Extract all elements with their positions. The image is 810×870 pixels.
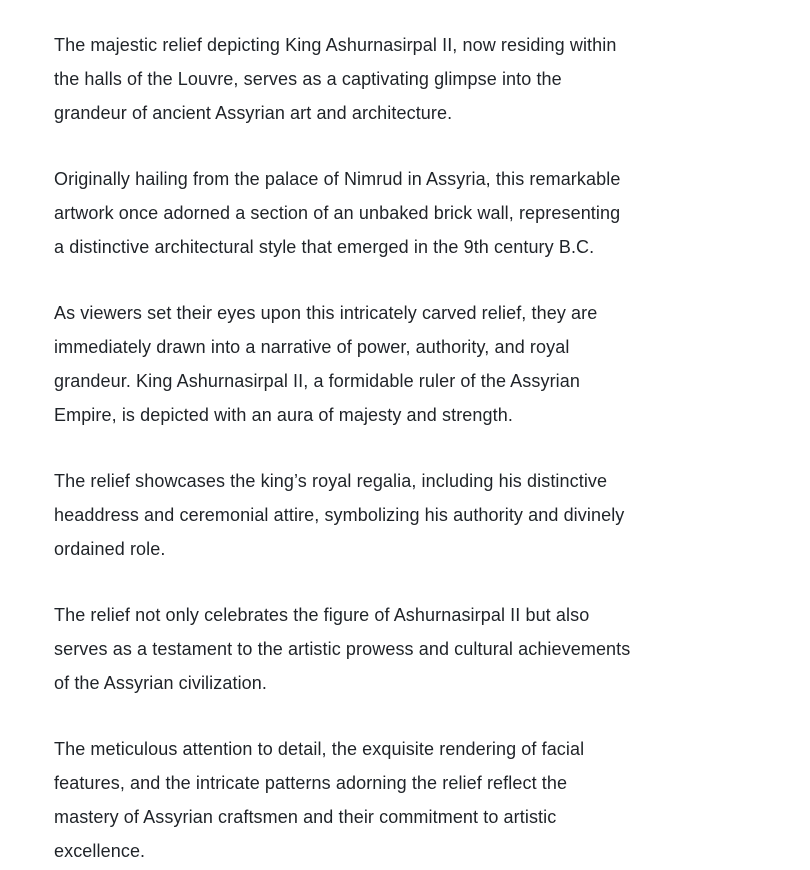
- paragraph: [54, 732, 770, 868]
- text-line: The meticulous attention to detail, the exquisite rendering of facial: [54, 739, 585, 759]
- text-line: Originally hailing from the palace of Nimrud in Assyria, this remarkable: [54, 169, 621, 189]
- text-line: serves as a testament to the artistic prowess and cultural achievements: [54, 639, 631, 659]
- text-line: the halls of the Louvre, serves as a captivating glimpse into the: [54, 69, 562, 89]
- text-line: mastery of Assyrian craftsmen and their commitment to artistic: [54, 807, 557, 827]
- text-line: grandeur of ancient Assyrian art and architecture.: [54, 103, 453, 123]
- text-line: immediately drawn into a narrative of power, authority, and royal: [54, 337, 570, 357]
- text-line: a distinctive architectural style that emerged in the 9th century B.C.: [54, 237, 595, 257]
- text-line: features, and the intricate patterns adorning the relief reflect the: [54, 773, 568, 793]
- paragraph: [54, 162, 770, 264]
- text-line: artwork once adorned a section of an unbaked brick wall, representing: [54, 203, 621, 223]
- text-line: headdress and ceremonial attire, symbolizing his authority and divinely: [54, 505, 625, 525]
- article-body: [54, 28, 770, 868]
- text-line: grandeur. King Ashurnasirpal II, a formidable ruler of the Assyrian: [54, 371, 580, 391]
- text-line: The relief showcases the king’s royal regalia, including his distinctive: [54, 471, 608, 491]
- text-line: The relief not only celebrates the figure of Ashurnasirpal II but also: [54, 605, 590, 625]
- text-line: excellence.: [54, 841, 146, 861]
- paragraph: [54, 28, 770, 130]
- text-line: The majestic relief depicting King Ashurnasirpal II, now residing within: [54, 35, 617, 55]
- text-line: Empire, is depicted with an aura of majesty and strength.: [54, 405, 513, 425]
- text-line: As viewers set their eyes upon this intricately carved relief, they are: [54, 303, 598, 323]
- text-line: ordained role.: [54, 539, 166, 559]
- paragraph: [54, 598, 770, 700]
- paragraph: [54, 464, 770, 566]
- paragraph: [54, 296, 770, 432]
- text-line: of the Assyrian civilization.: [54, 673, 267, 693]
